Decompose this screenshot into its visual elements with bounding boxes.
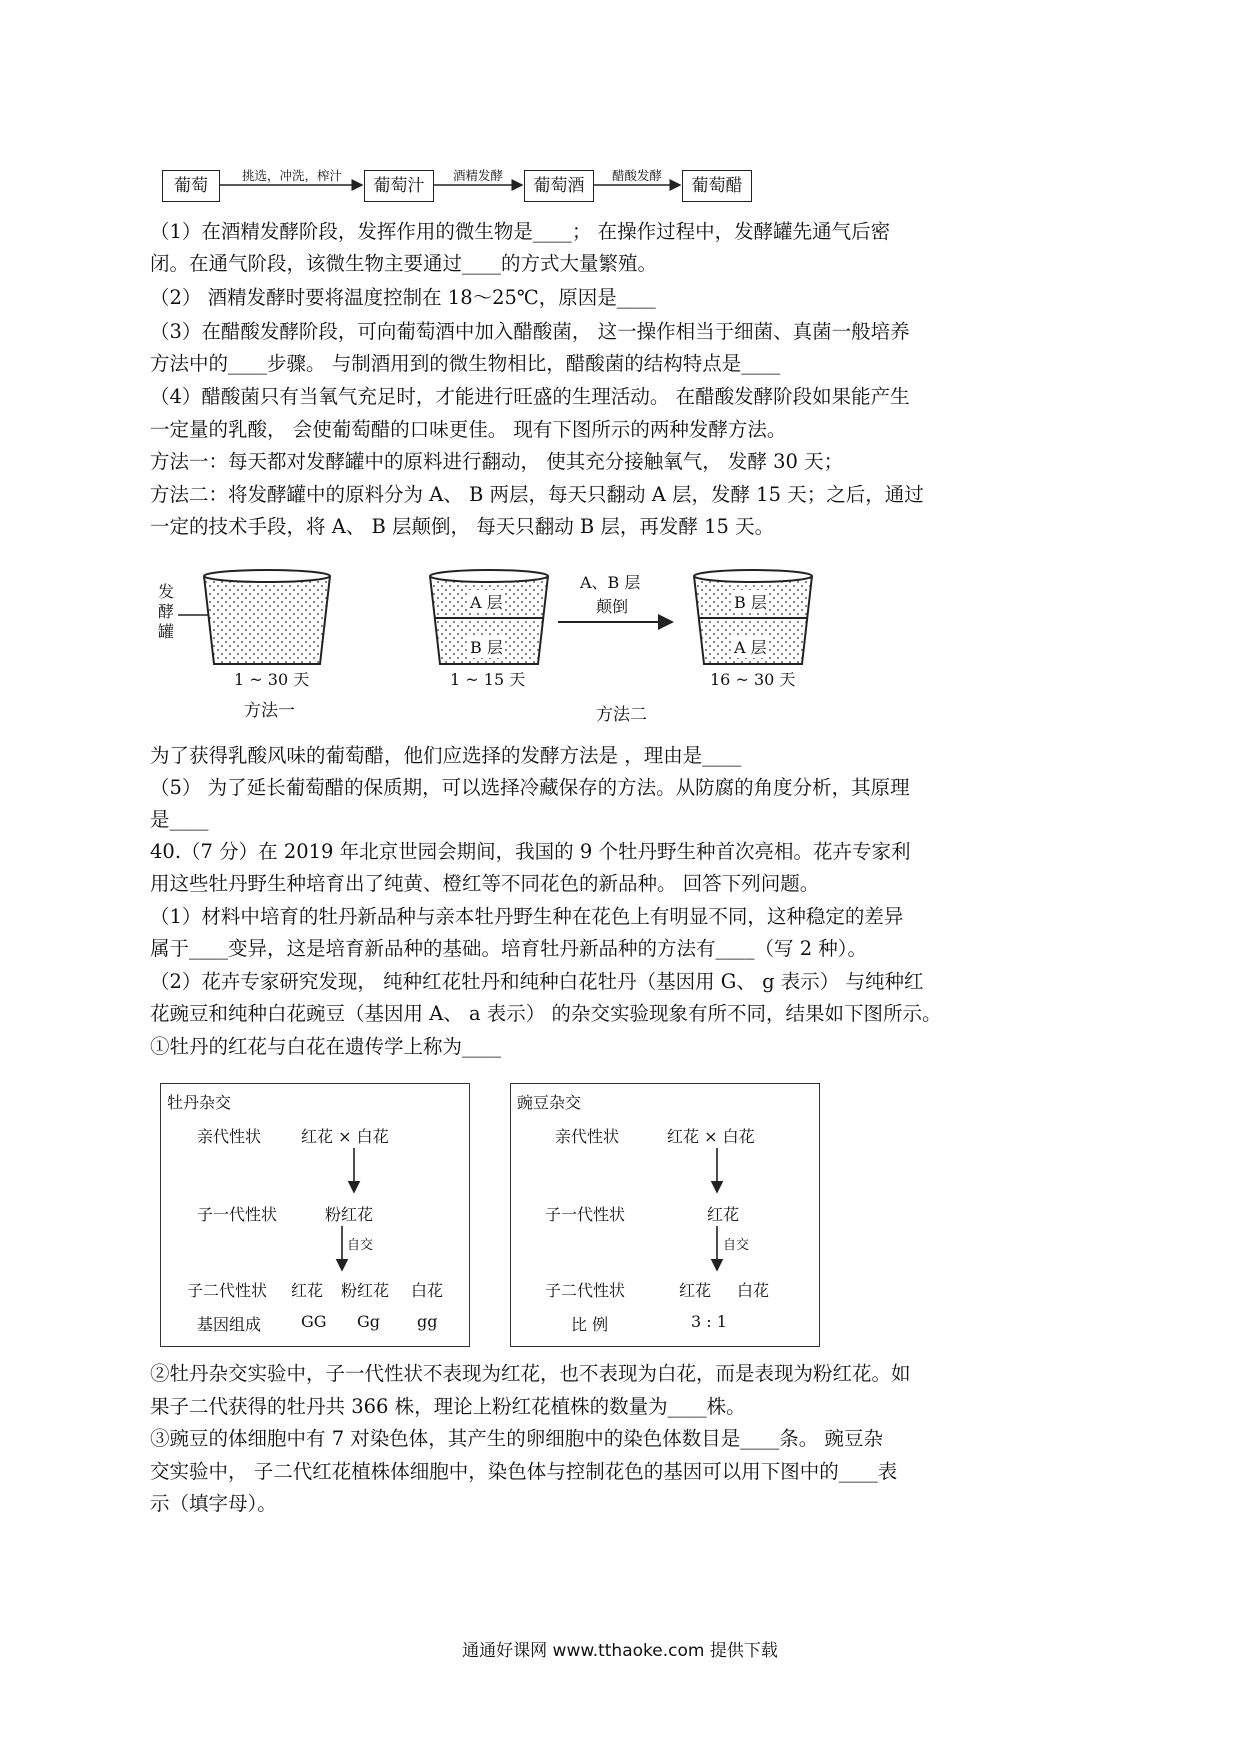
text-line: 属于____变异，这是培育新品种的基础。培育牡丹新品种的方法有____（写 2 种）。: [150, 937, 868, 960]
text-line: 花豌豆和纯种白花豌豆（基因用 A、 a 表示） 的杂交实验现象有所不同，结果如下图所示。: [150, 1002, 942, 1025]
text-line: （2）花卉专家研究发现， 纯种红花牡丹和纯种白花牡丹（基因用 G、 g 表示） 与纯种红: [150, 970, 924, 993]
text-line: 闭。在通气阶段，该微生物主要通过____的方式大量繁殖。: [150, 252, 658, 275]
tanks-illustration: [0, 0, 840, 740]
pea-f1-value: 红花: [707, 1205, 740, 1224]
text-line: （1）材料中培育的牡丹新品种与亲本牡丹野生种在花色上有明显不同，这种稳定的差异: [150, 905, 904, 928]
pea-ratio: 3 : 1: [691, 1312, 727, 1331]
text-line: 为了获得乳酸风味的葡萄醋，他们应选择的发酵方法是 ，理由是____: [150, 744, 742, 767]
peony-parent-cross: 红花 × 白花: [301, 1127, 389, 1146]
peony-f2-red: 红花: [291, 1281, 324, 1300]
text-line: 一定量的乳酸， 会使葡萄醋的口味更佳。 现有下图所示的两种发酵方法。: [150, 418, 787, 441]
text-line: 示（填字母）。: [150, 1492, 277, 1515]
text-line: 40.（7 分）在 2019 年北京世园会期间，我国的 9 个牡丹野生种首次亮相。花卉专家利: [150, 840, 911, 863]
tank3-layer-b: B 层: [732, 590, 769, 613]
pea-parent-cross: 红花 × 白花: [667, 1127, 755, 1146]
text-line: 方法中的____步骤。 与制酒用到的微生物相比，醋酸菌的结构特点是____: [150, 352, 781, 375]
peony-arrows: [161, 1084, 469, 1346]
text-line: 一定的技术手段，将 A、 B 层颠倒， 每天只翻动 B 层，再发酵 15 天。: [150, 515, 775, 538]
method-one-days: 1 ~ 30 天: [234, 670, 310, 689]
text-line: （5） 为了延长葡萄醋的保质期，可以选择冷藏保存的方法。从防腐的角度分析，其原理: [150, 776, 910, 799]
peony-f1-value: 粉红花: [325, 1205, 374, 1224]
pea-arrows: [511, 1084, 819, 1346]
pea-f1-label: 子一代性状: [545, 1205, 626, 1224]
peony-genotype-gg-rec: gg: [417, 1312, 438, 1331]
pea-cross-panel: [510, 1083, 820, 1347]
pea-ratio-label: 比 例: [571, 1315, 609, 1334]
text-line: （3）在醋酸发酵阶段，可向葡萄酒中加入醋酸菌， 这一操作相当于细菌、真菌一般培养: [150, 320, 910, 343]
pea-parent-label: 亲代性状: [555, 1127, 620, 1146]
method-two-name: 方法二: [596, 705, 647, 725]
peony-f1-label: 子一代性状: [197, 1205, 278, 1224]
peony-genotype-gg-dom: GG: [301, 1312, 327, 1331]
pea-f2-white: 白花: [737, 1281, 770, 1300]
flip-label-line1: A、B 层: [580, 573, 641, 592]
flow-arrow-label-2: 酒精发酵: [452, 168, 503, 183]
text-line: 是____: [150, 808, 209, 831]
page-footer: 通通好课网 www.tthaoke.com 提供下载: [462, 1641, 778, 1661]
peony-f2-pink: 粉红花: [341, 1281, 390, 1300]
text-line: 方法一：每天都对发酵罐中的原料进行翻动， 使其充分接触氧气， 发酵 30 天；: [150, 450, 844, 473]
peony-genotype-gg-het: Gg: [357, 1312, 381, 1331]
method-two-days-second: 16 ~ 30 天: [710, 670, 796, 689]
flow-arrow-label-3: 醋酸发酵: [611, 168, 662, 183]
text-line: ③豌豆的体细胞中有 7 对染色体，其产生的卵细胞中的染色体数目是____条。 豌豆杂: [150, 1427, 884, 1450]
text-line: 方法二：将发酵罐中的原料分为 A、 B 两层，每天只翻动 A 层，发酵 15 天；之后，通过: [150, 483, 924, 506]
text-line: ②牡丹杂交实验中，子一代性状不表现为红花，也不表现为白花，而是表现为粉红花。如: [150, 1362, 911, 1385]
tank-method-one: [178, 570, 330, 664]
text-line: （2） 酒精发酵时要将温度控制在 18～25℃，原因是____: [150, 286, 656, 309]
pea-f2-red: 红花: [679, 1281, 712, 1300]
peony-self-label: 自交: [347, 1238, 374, 1253]
peony-title: 牡丹杂交: [167, 1093, 232, 1112]
text-line: （1）在酒精发酵阶段，发挥作用的微生物是____； 在操作过程中，发酵罐先通气后密: [150, 220, 891, 243]
peony-f2-white: 白花: [411, 1281, 444, 1300]
method-one-name: 方法一: [244, 701, 295, 721]
flow-box-vinegar: 葡萄醋: [682, 170, 752, 202]
flow-box-grape: 葡萄: [162, 170, 220, 202]
pea-f2-label: 子二代性状: [545, 1281, 626, 1300]
flow-arrow-label-1: 挑选，冲洗，榨汁: [241, 168, 342, 183]
peony-f2-label: 子二代性状: [187, 1281, 268, 1300]
tank-side-label: 发酵罐: [158, 582, 175, 641]
pea-self-label: 自交: [723, 1238, 750, 1253]
pea-title: 豌豆杂交: [517, 1093, 582, 1112]
text-line: 果子二代获得的牡丹共 366 株，理论上粉红花植株的数量为____株。: [150, 1395, 746, 1418]
text-line: ①牡丹的红花与白花在遗传学上称为____: [150, 1035, 502, 1058]
text-line: 交实验中， 子二代红花植株体细胞中，染色体与控制花色的基因可以用下图中的____表: [150, 1460, 898, 1483]
flow-box-juice: 葡萄汁: [364, 170, 434, 202]
flow-box-wine: 葡萄酒: [524, 170, 594, 202]
tank2-layer-b: B 层: [468, 635, 505, 658]
method-two-days-first: 1 ~ 15 天: [450, 670, 526, 689]
tank2-layer-a: A 层: [468, 590, 505, 613]
flip-label-line2: 颠倒: [596, 597, 629, 616]
text-line: 用这些牡丹野生种培育出了纯黄、橙红等不同花色的新品种。 回答下列问题。: [150, 872, 820, 895]
peony-parent-label: 亲代性状: [197, 1127, 262, 1146]
text-line: （4）醋酸菌只有当氧气充足时，才能进行旺盛的生理活动。 在醋酸发酵阶段如果能产生: [150, 385, 910, 408]
tank3-layer-a: A 层: [732, 635, 769, 658]
peony-genotype-label: 基因组成: [197, 1315, 262, 1334]
peony-cross-panel: [160, 1083, 470, 1347]
